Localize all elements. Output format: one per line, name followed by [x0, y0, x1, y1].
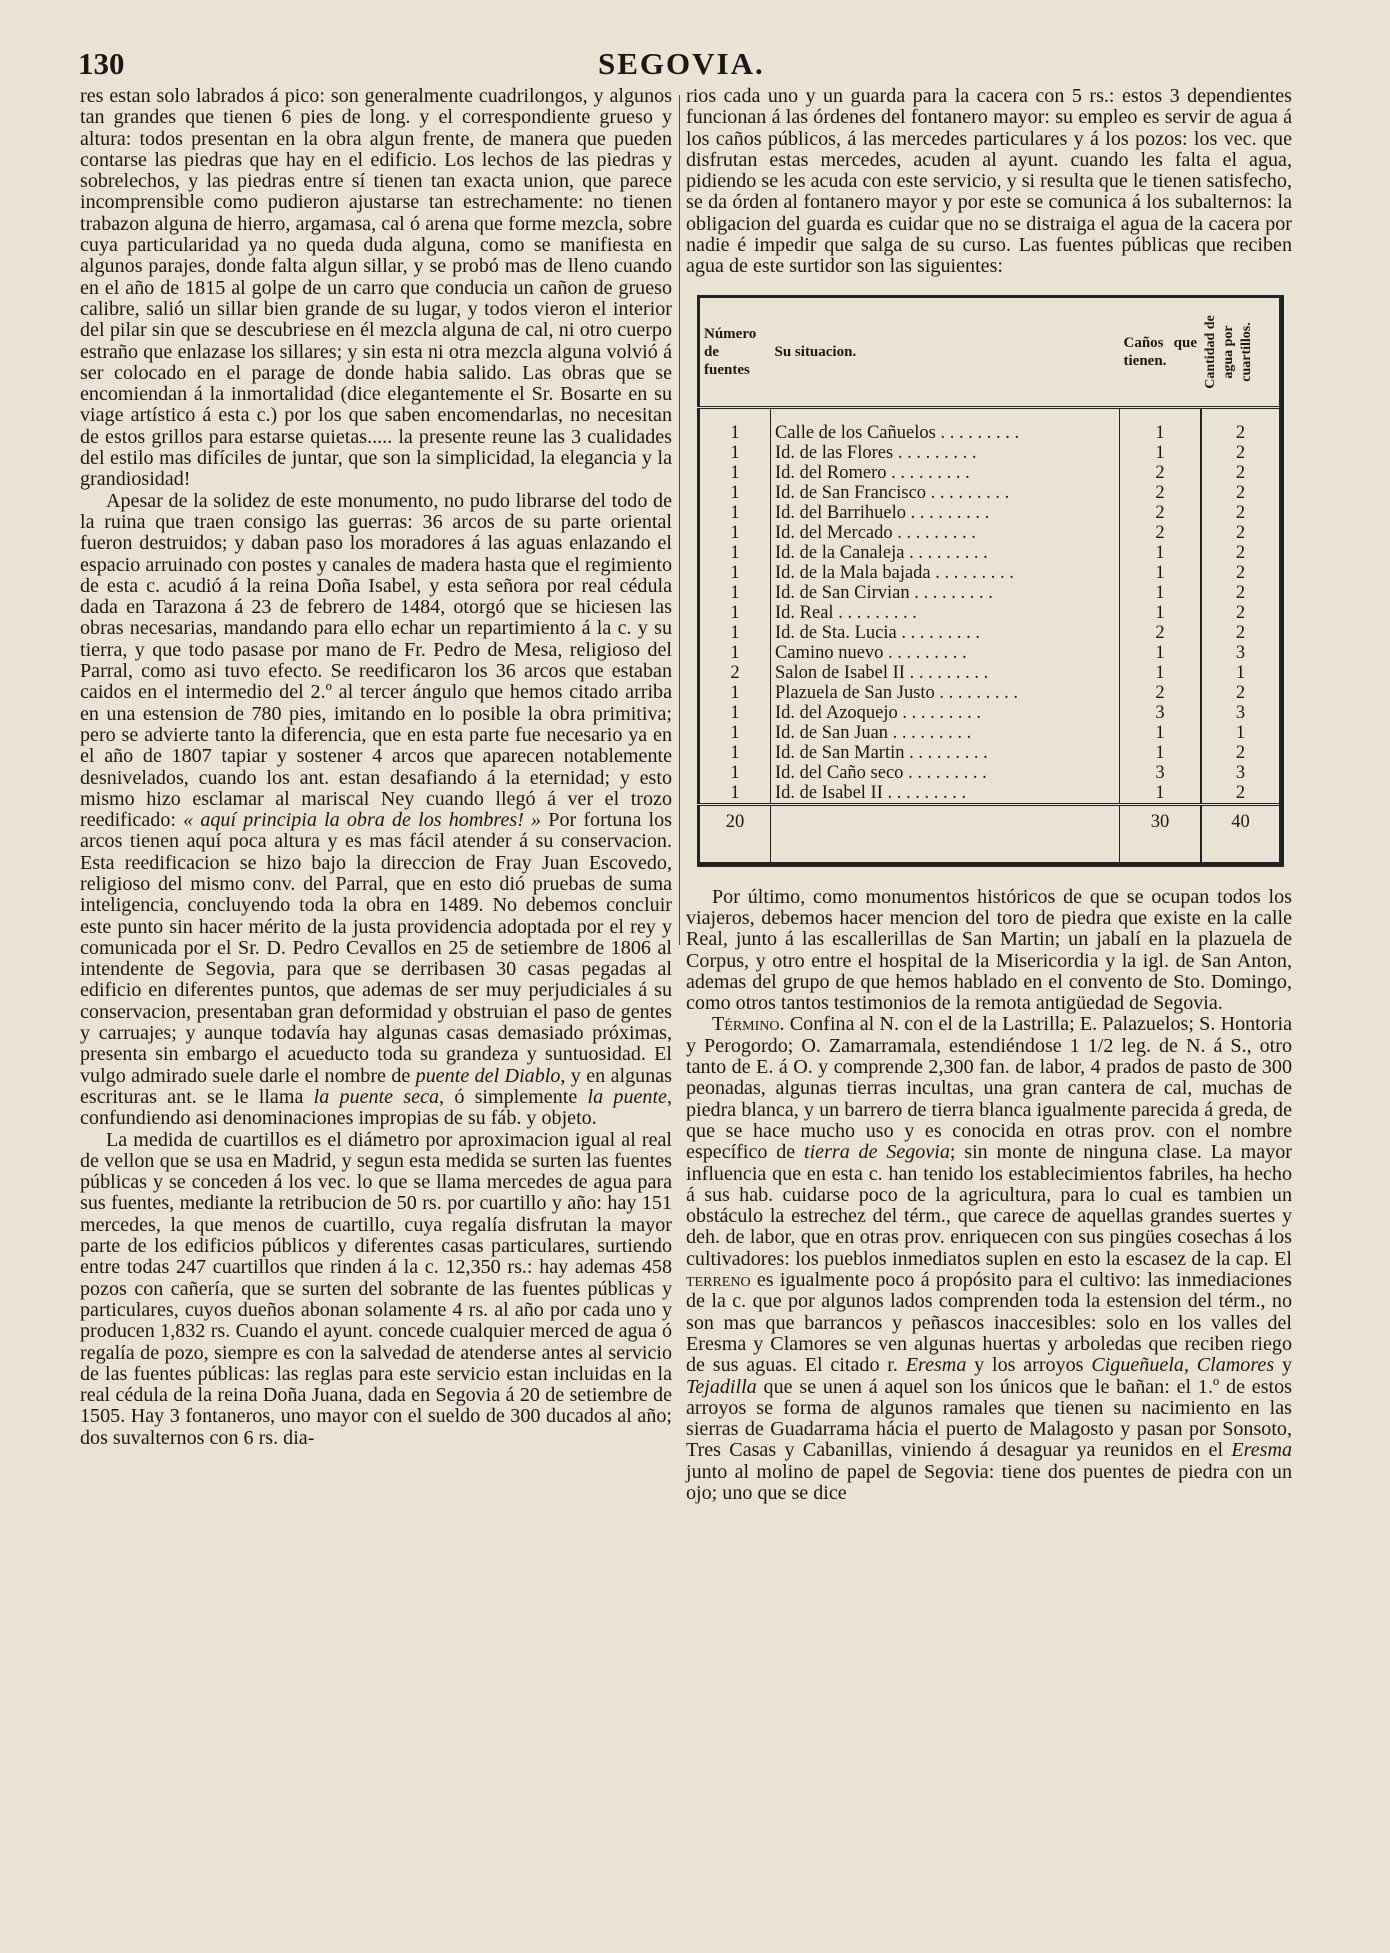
- term-smallcaps: terreno: [686, 1269, 751, 1292]
- cell-text: Id. de San Francisco: [775, 482, 927, 503]
- cell-spouts: [1120, 683, 1202, 703]
- cell-place: [771, 583, 1120, 603]
- leader-dots: [906, 503, 989, 523]
- cell-text: 2: [1235, 562, 1246, 583]
- cell-qty: [1201, 663, 1282, 683]
- cell-text: 2: [1235, 542, 1246, 563]
- cell-n: [699, 523, 771, 543]
- table-row: [699, 723, 1282, 743]
- table-row: [699, 603, 1282, 623]
- leader-dots: [893, 443, 976, 463]
- total-quantity: 40: [1201, 804, 1282, 864]
- cell-text: 1: [1155, 422, 1165, 443]
- header-quantity: [1201, 296, 1282, 407]
- cell-qty: [1201, 503, 1282, 523]
- cell-place: [771, 763, 1120, 783]
- cell-text: Id. Real: [775, 602, 834, 623]
- paragraph: rios cada uno y un guarda para la cacera con 5 rs.: estos 3 dependientes funcionan á las órdenes del fontanero mayor: su empleo es servir de agua á los caños públicos, á las mercedes particulares y á los pozos: los vec. que disfrutan estas mercedes, acuden al ayunt. cuando les falta el agua, pidiendo se les acuda con este servicio, y si resulta que le tienen satisfecho, se da órden al fontanero mayor y por este se comunica á los subalternos: la obligacion del guarda es cuidar que no se distraiga el agua de la cacera por nadie é impedir que salga de su curso. Las fuentes públicas que reciben agua de este surtidor son las siguientes:: [686, 85, 1292, 278]
- leader-dots: [931, 563, 1014, 583]
- table-row: [699, 543, 1282, 563]
- cell-n: [699, 583, 771, 603]
- term-italic: tierra de Segovia: [803, 1141, 950, 1164]
- cell-text: 2: [730, 662, 740, 683]
- term-italic: puente del Diablo: [415, 1064, 561, 1087]
- leader-dots: [887, 463, 970, 483]
- cell-spouts: [1120, 443, 1202, 463]
- cell-text: 2: [1155, 622, 1165, 643]
- table-row: [699, 523, 1282, 543]
- cell-n: [699, 503, 771, 523]
- cell-spouts: [1120, 583, 1202, 603]
- left-column: [80, 86, 672, 1449]
- cell-n: [699, 443, 771, 463]
- paragraph: La medida de cuartillos es el diámetro por aproximacion igual al real de vellon que se usa en Madrid, y segun esta medida se surten las fuentes públicas y se conceden á los vec. lo que se llama mercedes de agua para sus fuentes, mediante la retribucion de 50 rs. por cuartillo y año: hay 151 mercedes, la que menos de cuartillo, cuya regalía disfrutan la mayor parte de los edificios públicos y diferentes casas particulares, surtiendo entre todas 247 cuartillos que rinden á la c. 12,350 rs.: hay ademas 458 pozos con cañería, que se surten del sobrante de las fuentes públicas y particulares, cuyos dueños abonan solamente 4 rs. al año por cada uno y producen 1,832 rs. Cuando el ayunt. concede cualquier merced de agua ó regalía de pozo, siempre es con la salvedad de atenderse antes al servicio de las fuentes públicas: las reglas para este servicio estan incluidas en la real cédula de la reina Doña Juana, dada en Segovia á 20 de setiembre de 1505. Hay 3 fontaneros, uno mayor con el sueldo de 300 ducados al año; dos suvalternos con 6 rs. dia-: [80, 1128, 672, 1449]
- table-row: [699, 463, 1282, 483]
- cell-text: 1: [730, 582, 740, 603]
- cell-text: Id. de las Flores: [775, 442, 894, 463]
- text-run: Confina al N. con el de la Lastrilla; E. Palazuelos; S. Hontoria y Perogordo; O. Zamarramala, estendiéndose 1 1/2 leg. de N. á S., otro tanto de E. á O. y comprende 2,300 fan. de labor, 4 prados de pasto de 300 peonadas, algunas tierras incultas, una gran cantera de cal, muchas de piedra blanca, y un barrero de tierra blanca igualmente parecida á greda, de que se hace mucho uso y es conocida en otras prov. con el nombre específico de: [686, 1013, 1292, 1164]
- cell-spouts: [1120, 643, 1202, 663]
- page-title: SEGOVIA.: [598, 46, 765, 81]
- cell-text: Id. del Barrihuelo: [775, 502, 906, 523]
- text-run: que se unen á aquel son los únicos que le bañan: el 1.º de estos arroyos se forma de algunos ramales que tienen su nacimiento en las sierras de Guadarrama hácia el puerto de Malagosto y pasan por Sonsoto, Tres Casas y Cabanillas, viniendo á desaguar ya reunidos en el: [686, 1375, 1292, 1462]
- cell-n: [699, 563, 771, 583]
- cell-spouts: [1120, 623, 1202, 643]
- cell-text: 1: [730, 602, 740, 623]
- cell-text: Plazuela de San Justo: [775, 682, 935, 703]
- cell-n: [699, 623, 771, 643]
- cell-text: Calle de los Cañuelos: [775, 422, 936, 443]
- table-row: [699, 743, 1282, 763]
- table-row: [699, 583, 1282, 603]
- cell-text: 1: [730, 562, 740, 583]
- text-run: junto al molino de papel de Segovia: tiene dos puentes de piedra con un ojo; uno que se dice: [686, 1460, 1292, 1504]
- cell-spouts: [1120, 463, 1202, 483]
- term-italic: Eresma: [1231, 1439, 1293, 1462]
- cell-text: 2: [1235, 582, 1246, 603]
- cell-text: 1: [730, 482, 740, 503]
- leader-dots: [904, 543, 987, 563]
- table-row: [699, 763, 1282, 783]
- cell-place: [771, 663, 1120, 683]
- leader-dots: [935, 683, 1018, 703]
- cell-n: [699, 483, 771, 503]
- cell-text: 1: [1235, 722, 1246, 743]
- cell-text: Id. de Isabel II: [775, 782, 883, 803]
- cell-text: 1: [730, 682, 740, 703]
- cell-text: 2: [1235, 462, 1246, 483]
- cell-text: 3: [1235, 762, 1246, 783]
- header-spouts: Caños que tienen.: [1120, 296, 1202, 407]
- cell-qty: [1201, 743, 1282, 763]
- cell-qty: [1201, 703, 1282, 723]
- paragraph: Por último, como monumentos históricos de que se ocupan todos los viajeros, debemos hacer mencion del toro de piedra que existe en la calle Real, junto á las escallerillas de San Martin; un jabalí en la plazuela de Corpus, y otro entre el hospital de la Misericordia y la igl. de San Anton, ademas del grupo de que hemos hablado en el convento de Sto. Domingo, como otros tantos testimonios de la remota antigüedad de Segovia.: [686, 885, 1292, 1015]
- cell-text: 2: [1235, 442, 1246, 463]
- leader-dots: [834, 603, 917, 623]
- table-row: [699, 407, 1282, 443]
- cell-spouts: [1120, 523, 1202, 543]
- totals-row: [699, 804, 1282, 864]
- cell-text: 2: [1235, 482, 1246, 503]
- cell-text: 2: [1235, 422, 1246, 443]
- cell-text: 2: [1155, 522, 1165, 543]
- term-italic: la puente seca: [313, 1085, 440, 1108]
- text-run: ; sin monte de ninguna clase. La mayor influencia que en esta c. han tenido los establecimientos fabriles, ha hecho á sus hab. cuidarse poco de la agricultura, para lo cual es tambien un obstáculo la estrechez del térm., que carece de aquellas grandes suertes y deh. de labor, que en otras prov. enriquecen con sus pingües cosechas á los cultivadores: los pueblos inmediatos suplen en esto la escasez de la cap. El: [686, 1141, 1292, 1270]
- table-row: [699, 683, 1282, 703]
- leader-dots: [910, 583, 993, 603]
- cell-place: [771, 563, 1120, 583]
- table-row: [699, 443, 1282, 463]
- header-quantity-label: Cantidad de agua por cuartillos.: [1203, 314, 1254, 389]
- cell-place: [771, 743, 1120, 763]
- cell-text: 2: [1155, 682, 1165, 703]
- cell-qty: [1201, 563, 1282, 583]
- header-number: Número de fuentes: [699, 296, 771, 407]
- cell-text: 1: [730, 782, 740, 803]
- cell-spouts: [1120, 723, 1202, 743]
- leader-dots: [903, 763, 986, 783]
- cell-n: [699, 683, 771, 703]
- cell-n: [699, 743, 771, 763]
- cell-qty: [1201, 763, 1282, 783]
- cell-text: 3: [1155, 702, 1165, 723]
- cell-text: 2: [1235, 522, 1246, 543]
- cell-text: Id. del Romero: [775, 462, 887, 483]
- column-rule: [679, 95, 680, 945]
- text-run: y: [1281, 1354, 1293, 1377]
- cell-place: [771, 407, 1120, 443]
- cell-n: [699, 603, 771, 623]
- cell-place: [771, 783, 1120, 805]
- table-row: [699, 483, 1282, 503]
- cell-spouts: [1120, 407, 1202, 443]
- cell-qty: [1201, 683, 1282, 703]
- cell-place: [771, 683, 1120, 703]
- cell-text: 1: [730, 742, 740, 763]
- text-run: , y en algunas escrituras ant. se le llama: [80, 1064, 672, 1108]
- header-location: Su situacion.: [771, 296, 1120, 407]
- table-row: [699, 623, 1282, 643]
- cell-place: [771, 443, 1120, 463]
- text-run: , confundiendo asi denominaciones impropias de su fáb. y objeto.: [80, 1085, 672, 1130]
- cell-qty: [1201, 643, 1282, 663]
- table-row: [699, 663, 1282, 683]
- cell-n: [699, 723, 771, 743]
- cell-n: [699, 407, 771, 443]
- cell-text: 2: [1155, 462, 1165, 483]
- cell-qty: [1201, 523, 1282, 543]
- cell-place: [771, 503, 1120, 523]
- cell-text: 1: [730, 462, 740, 483]
- cell-text: 1: [730, 762, 740, 783]
- cell-qty: [1201, 603, 1282, 623]
- cell-text: 2: [1235, 682, 1246, 703]
- cell-text: 1: [1155, 662, 1165, 683]
- cell-qty: [1201, 483, 1282, 503]
- cell-text: Camino nuevo: [775, 642, 884, 663]
- cell-text: 2: [1235, 602, 1246, 623]
- cell-qty: [1201, 783, 1282, 805]
- cell-text: 3: [1235, 642, 1246, 663]
- leader-dots: [883, 643, 966, 663]
- cell-spouts: [1120, 743, 1202, 763]
- cell-text: 1: [730, 542, 740, 563]
- cell-text: 1: [730, 502, 740, 523]
- cell-text: 2: [1155, 482, 1165, 503]
- cell-text: 1: [1155, 562, 1165, 583]
- cell-n: [699, 763, 771, 783]
- leader-dots: [888, 723, 971, 743]
- table-row: [699, 643, 1282, 663]
- term-italic: Eresma: [905, 1354, 967, 1377]
- cell-text: 1: [1235, 662, 1246, 683]
- section-heading: Término.: [712, 1013, 785, 1036]
- cell-n: [699, 783, 771, 805]
- cell-n: [699, 543, 771, 563]
- cell-text: 1: [1155, 782, 1165, 803]
- cell-qty: [1201, 723, 1282, 743]
- cell-spouts: [1120, 503, 1202, 523]
- table-row: [699, 783, 1282, 805]
- cell-place: [771, 523, 1120, 543]
- table-row: [699, 503, 1282, 523]
- cell-place: [771, 703, 1120, 723]
- cell-text: 1: [1155, 542, 1165, 563]
- leader-dots: [936, 423, 1019, 443]
- leader-dots: [905, 663, 988, 683]
- cell-text: Id. del Azoquejo: [775, 702, 898, 723]
- cell-text: 2: [1235, 782, 1246, 803]
- table-row: [699, 563, 1282, 583]
- cell-spouts: [1120, 763, 1202, 783]
- cell-text: Id. de San Cirvian: [775, 582, 910, 603]
- leader-dots: [904, 743, 987, 763]
- cell-spouts: [1120, 703, 1202, 723]
- term-italic: Tejadilla: [686, 1375, 757, 1398]
- cell-qty: [1201, 583, 1282, 603]
- cell-text: Salon de Isabel II: [775, 662, 905, 683]
- cell-qty: [1201, 543, 1282, 563]
- total-spacer: [771, 804, 1120, 864]
- cell-text: 1: [730, 422, 740, 443]
- cell-place: [771, 483, 1120, 503]
- cell-n: [699, 703, 771, 723]
- cell-text: 2: [1235, 502, 1246, 523]
- cell-text: Id. de la Canaleja: [775, 542, 905, 563]
- total-number: 20: [699, 804, 771, 864]
- cell-text: Id. de Sta. Lucia: [775, 622, 897, 643]
- cell-place: [771, 603, 1120, 623]
- leader-dots: [926, 483, 1009, 503]
- cell-text: 1: [1155, 642, 1165, 663]
- cell-place: [771, 463, 1120, 483]
- cell-n: [699, 643, 771, 663]
- cell-qty: [1201, 443, 1282, 463]
- cell-spouts: [1120, 603, 1202, 623]
- page-header: [78, 46, 1298, 86]
- cell-text: 1: [730, 722, 740, 743]
- cell-place: [771, 723, 1120, 743]
- cell-place: [771, 623, 1120, 643]
- cell-text: Id. del Mercado: [775, 522, 893, 543]
- cell-text: 2: [1235, 742, 1246, 763]
- term-italic: Cigueñuela, Clamores: [1091, 1354, 1275, 1377]
- leader-dots: [893, 523, 976, 543]
- cell-text: 2: [1155, 502, 1165, 523]
- cell-text: 1: [730, 442, 740, 463]
- cell-n: [699, 663, 771, 683]
- cell-text: Id. de San Juan: [775, 722, 889, 743]
- text-run: , ó simplemente: [439, 1085, 578, 1108]
- right-column: [686, 86, 1292, 1504]
- cell-text: Id. de San Martin: [775, 742, 905, 763]
- text-run: y los arroyos: [974, 1354, 1084, 1377]
- cell-spouts: [1120, 783, 1202, 805]
- cell-place: [771, 643, 1120, 663]
- cell-qty: [1201, 463, 1282, 483]
- table-row: [699, 703, 1282, 723]
- leader-dots: [897, 623, 980, 643]
- leader-dots: [883, 783, 966, 803]
- cell-text: 1: [1155, 722, 1165, 743]
- cell-text: 2: [1235, 622, 1246, 643]
- cell-spouts: [1120, 663, 1202, 683]
- cell-text: 1: [730, 522, 740, 543]
- term-italic: la puente: [587, 1085, 667, 1108]
- quote: « aquí principia la obra de los hombres! »: [183, 809, 542, 832]
- text-run: es igualmente poco á propósito para el cultivo: las inmediaciones de la c. que por algunos lados comprenden toda la estension del térm., no son mas que barrancos y peñascos inaccesibles: solo en los valles del Eresma y Clamores se ven algunas huertas y arboledas que reciben riego de sus aguas. El citado r.: [686, 1269, 1292, 1377]
- paragraph: res estan solo labrados á pico: son generalmente cuadrilongos, y algunos tan grandes que tienen 6 pies de long. y el correspondiente grueso y altura: todos presentan en la obra algun frente, de manera que pueden contarse las piedras que hay en el edificio. Los lechos de las piedras y sobrelechos, y las piedras entre sí tienen tan exacta union, que parece incomprensible como pudieron ajustarse tan estrechamente: no tienen trabazon alguna de hierro, argamasa, cal ó arena que forme mezcla, sobre cuya particularidad ya no queda duda alguna, como se manifiesta en algunos parajes, donde falta algun sillar, y se probó mas de lleno cuando en el año de 1815 al golpe de un carro que conducia un cañon de grueso calibre, salió un sillar bien grande de su lugar, y todos vieron el interior del pilar sin que se descubriese en él mezcla alguna de cal, ni otro cuerpo estraño que enlazase los sillares; y sin esta ni otra mezcla alguna volvió á ser colocado en el parage de donde habia salido. Las obras que se encomiendan á la inmortalidad (dice elegantemente el Sr. Bosarte en su viage artístico á esta c.) por los que saben encomendarlas, no necesitan de estos grillos para estarse quietas..... la presente reune las 3 cualidades del estilo mas difíciles de juntar, que son la simplicidad, la elegancia y la grandiosidad!: [80, 85, 672, 491]
- cell-text: 1: [1155, 602, 1165, 623]
- cell-text: 1: [730, 622, 740, 643]
- fountains-table: [697, 295, 1284, 867]
- cell-spouts: [1120, 543, 1202, 563]
- cell-spouts: [1120, 483, 1202, 503]
- paragraph: [686, 1014, 1292, 1504]
- cell-text: Id. del Caño seco: [775, 762, 904, 783]
- leader-dots: [898, 703, 981, 723]
- cell-n: [699, 463, 771, 483]
- text-run: Apesar de la solidez de este monumento, no pudo librarse del todo de la ruina que traen consigo las guerras: 36 arcos de su parte oriental fueron destruidos; y daban paso los moradores á las aguas enlazando el espacio arruinado con postes y canales de madera hasta que el regimiento de esta c. acudió á la reina Doña Isabel, y esta señora por real cédula dada en Tarazona á 23 de febrero de 1484, otorgó que se hiciesen las obras necesarias, mandando para ello echar un repartimiento á la c. y su tierra, y que todo pasase por mano de Fr. Pedro de Mesa, religioso del Parral, como asi tuvo efecto. Se reedificaron los 36 arcos que estaban caidos en el intermedio del 2.º al tercer ángulo que hemos citado arriba en una estension de 780 pies, imitando en lo posible la obra primitiva; pero se advierte tanto la diferencia, que en esta parte fue necesario ya en el año de 1807 tapiar y sostener 4 arcos que aparecen notablemente desnivelados, cuando los ant. estan desafiando á la eternidad; y esto mismo hizo esclamar al mariscal Ney cuando llegó á ver el trozo reedificado:: [80, 489, 672, 832]
- cell-text: 1: [730, 702, 740, 723]
- cell-text: Id. de la Mala bajada: [775, 562, 931, 583]
- cell-text: 1: [1155, 742, 1165, 763]
- cell-qty: [1201, 407, 1282, 443]
- cell-text: 3: [1235, 702, 1246, 723]
- cell-spouts: [1120, 563, 1202, 583]
- paragraph: [80, 491, 672, 1130]
- cell-text: 1: [1155, 442, 1165, 463]
- cell-text: 3: [1155, 762, 1165, 783]
- page-number: 130: [78, 46, 125, 81]
- cell-text: 1: [730, 642, 740, 663]
- cell-place: [771, 543, 1120, 563]
- cell-text: 1: [1155, 582, 1165, 603]
- cell-qty: [1201, 623, 1282, 643]
- text-run: Por fortuna los arcos tienen aquí poca altura y es mas fácil atender á su conservacion. Esta reedificacion se hizo bajo la direccion de Fray Juan Escovedo, religioso del mismo conv. del Parral, que en esto dió pruebas de suma inteligencia, concluyendo toda la obra en 1489. No debemos concluir este punto sin hacer mérito de la justa providencia adoptada por el rey y comunicada por el Sr. D. Pedro Cevallos en 25 de setiembre de 1806 al intendente de Segovia, para que se derribasen 30 casas pegadas al edificio en diferentes puntos, que ademas de ser muy perjudiciales á su conservacion, presentaban gran deformidad y obstruian el paso de gentes y carruajes; y aunque todavía hay algunas casas demasiado próximas, presenta sin embargo el acueducto toda su grandeza y suntuosidad. El vulgo admirado suele darle el nombre de: [80, 809, 672, 1087]
- total-spouts: 30: [1120, 804, 1202, 864]
